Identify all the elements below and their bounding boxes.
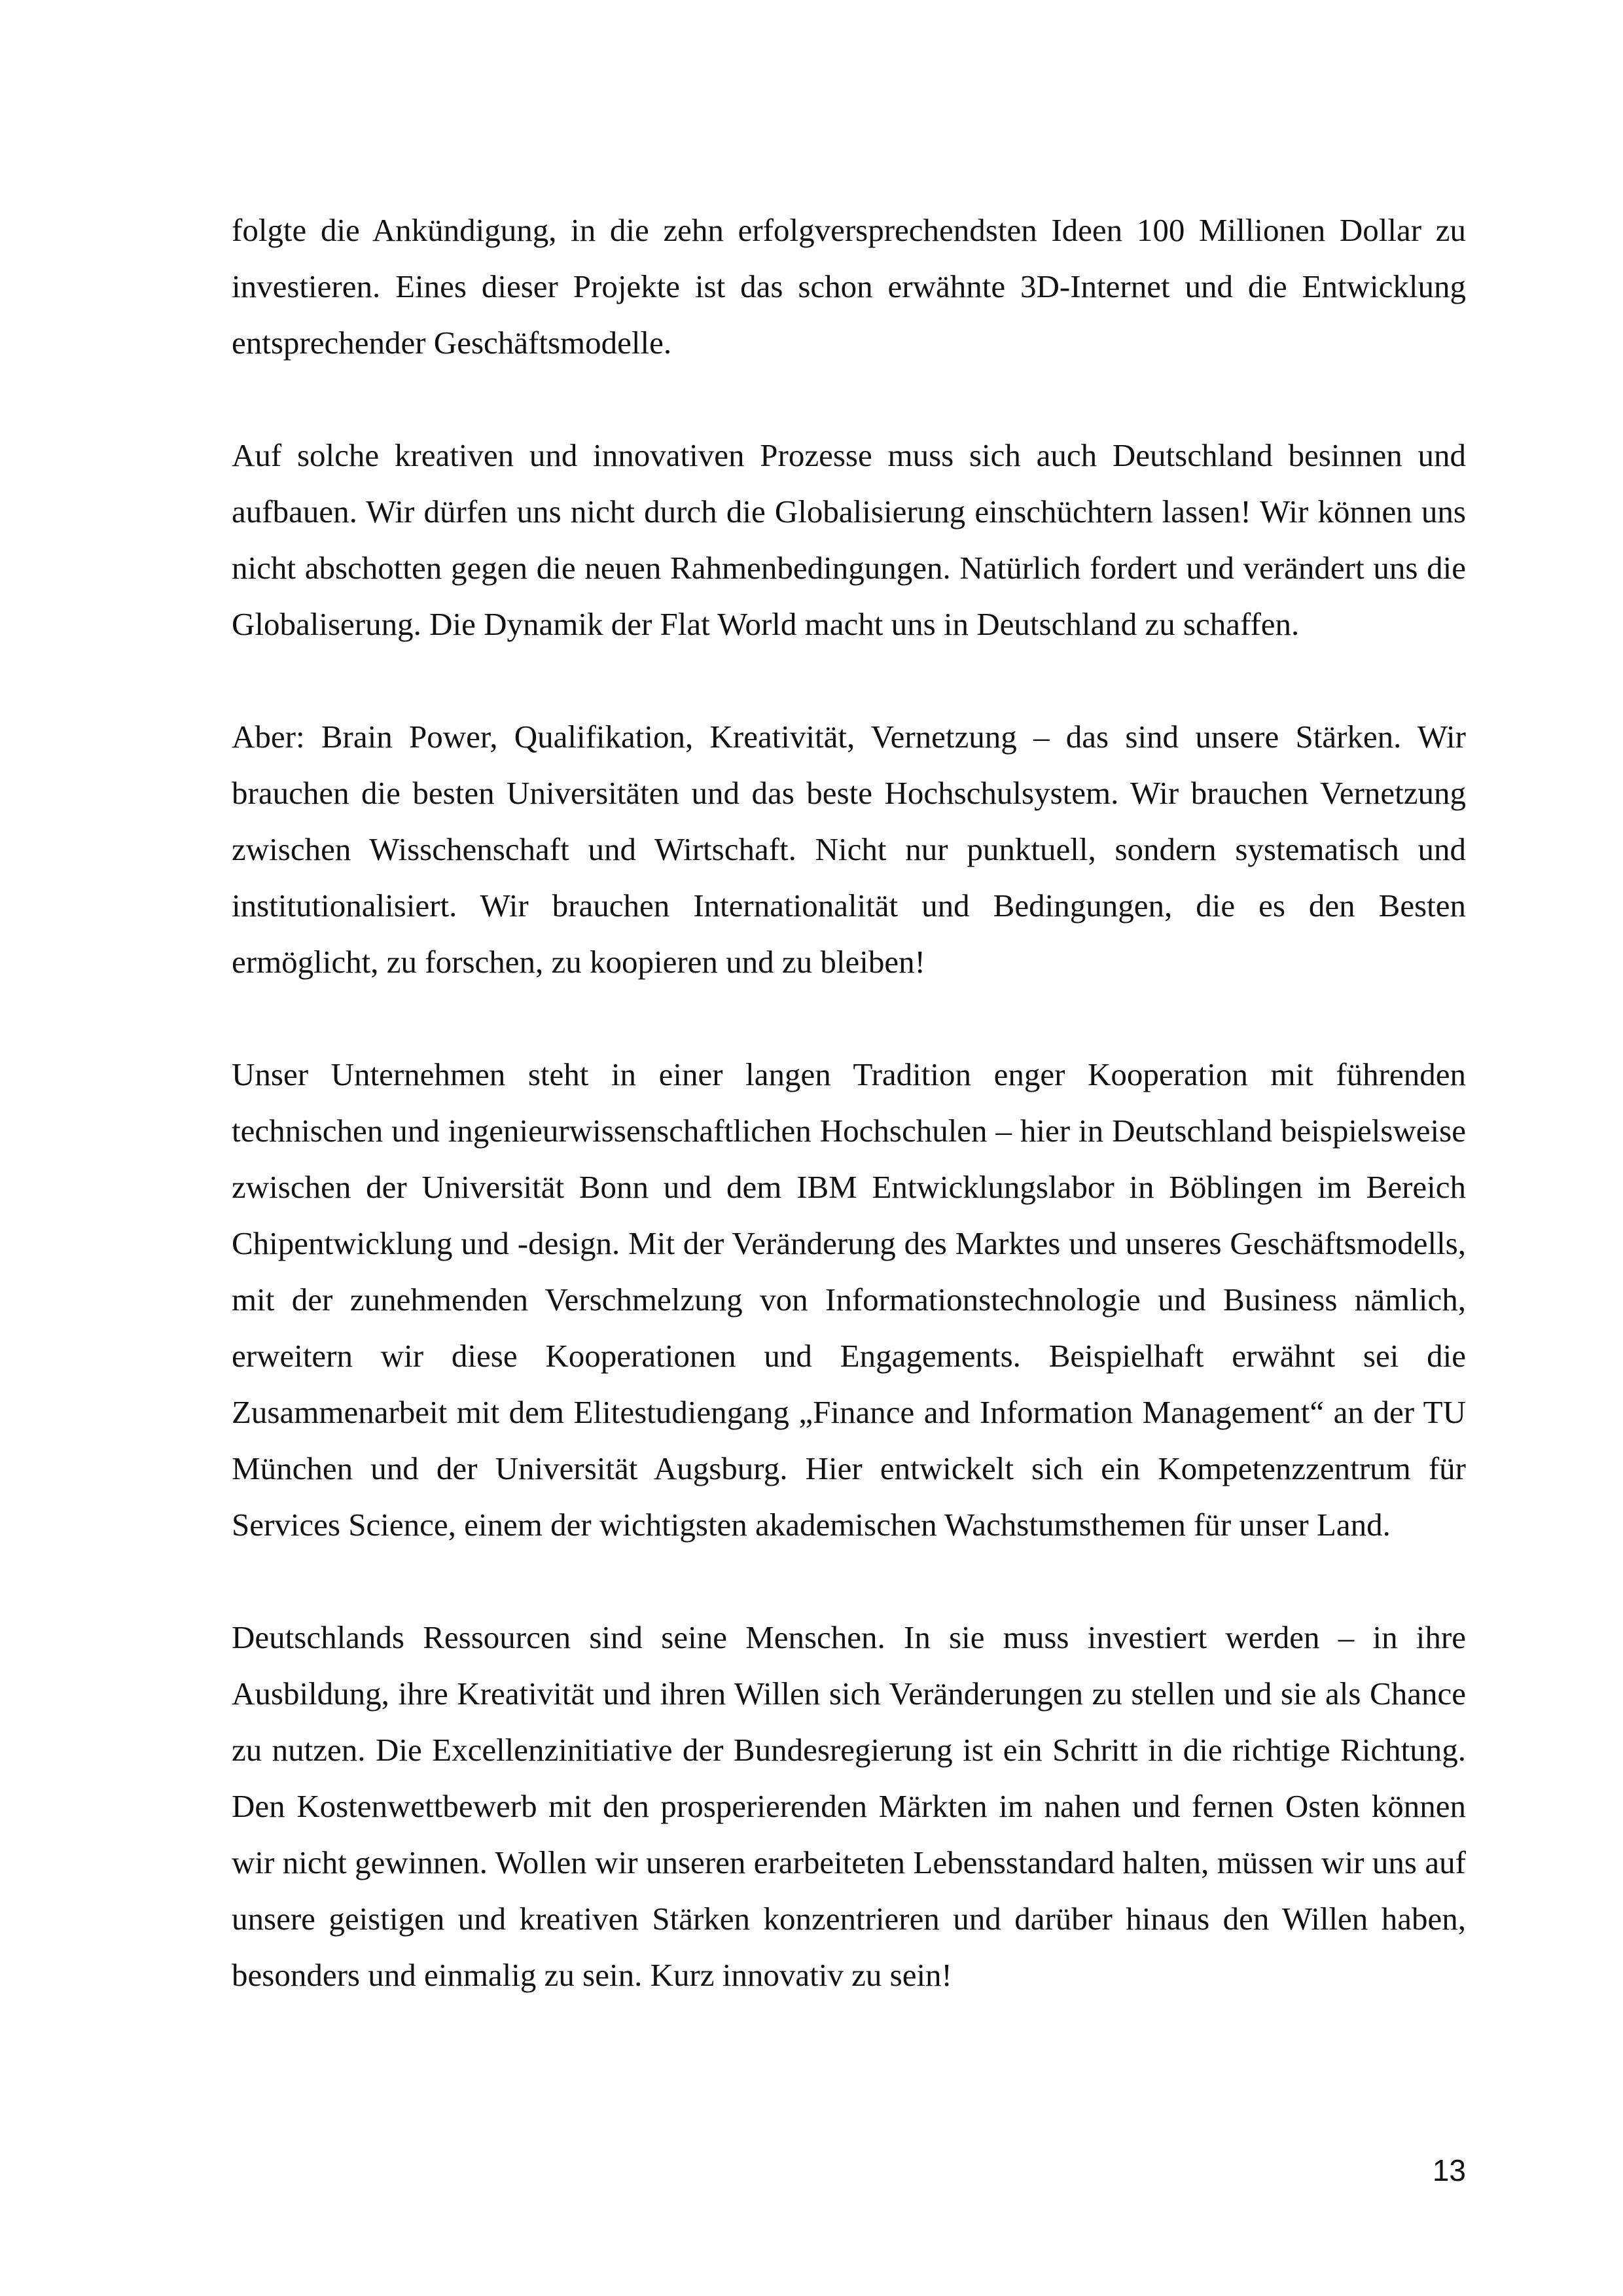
paragraph-3: Aber: Brain Power, Qualifikation, Kreativität, Vernetzung – das sind unsere Stärken. Wir brauchen die besten Universitäten und das beste Hochschulsystem. Wir brauchen Vernetzung zwischen Wisschenschaft und Wirtschaft. Nicht nur punktuell, sondern systematisch und institutionalisiert. Wir brauchen Internationalität und Bedingungen, die es den Besten ermöglicht, zu forschen, zu koopieren und zu bleiben! xyxy=(232,719,1466,980)
body-text xyxy=(232,202,1466,2003)
paragraph-5: Deutschlands Ressourcen sind seine Menschen. In sie muss investiert werden – in ihre Ausbildung, ihre Kreativität und ihren Willen sich Veränderungen zu stellen und sie als Chance zu nutzen. Die Excellenzinitiative der Bundesregierung ist ein Schritt in die richtige Richtung. Den Kostenwettbewerb mit den prosperierenden Märkten im nahen und fernen Osten können wir nicht gewinnen. Wollen wir unseren erarbeiteten Lebensstandard halten, müssen wir uns auf unsere geistigen und kreativen Stärken konzentrieren und darüber hinaus den Willen haben, besonders und einmalig zu sein. Kurz innovativ zu sein! xyxy=(232,1619,1466,1993)
paragraph-1: folgte die Ankündigung, in die zehn erfolgversprechendsten Ideen 100 Millionen Dollar zu investieren. Eines dieser Projekte ist das schon erwähnte 3D-Internet und die Entwicklung entsprechender Geschäftsmodelle. xyxy=(232,212,1466,361)
page-number: 13 xyxy=(1432,2153,1466,2187)
paragraph-4: Unser Unternehmen steht in einer langen Tradition enger Kooperation mit führenden technischen und ingenieurwissenschaftlichen Hochschulen – hier in Deutschland beispielsweise zwischen der Universität Bonn und dem IBM Entwicklungslabor in Böblingen im Bereich Chipentwicklung und -design. Mit der Veränderung des Marktes und unseres Geschäftsmodells, mit der zunehmenden Verschmelzung von Informationstechnologie und Business nämlich, erweitern wir diese Kooperationen und Engagements. Beispielhaft erwähnt sei die Zusammenarbeit mit dem Elitestudiengang „Finance and Information Management“ an der TU München und der Universität Augsburg. Hier entwickelt sich ein Kompetenzzentrum für Services Science, einem der wichtigsten akademischen Wachstumsthemen für unser Land. xyxy=(232,1056,1466,1543)
paragraph-2: Auf solche kreativen und innovativen Prozesse muss sich auch Deutschland besinnen und aufbauen. Wir dürfen uns nicht durch die Globalisierung einschüchtern lassen! Wir können uns nicht abschotten gegen die neuen Rahmenbedingungen. Natürlich fordert und verändert uns die Globaliserung. Die Dynamik der Flat World macht uns in Deutschland zu schaffen. xyxy=(232,437,1466,642)
